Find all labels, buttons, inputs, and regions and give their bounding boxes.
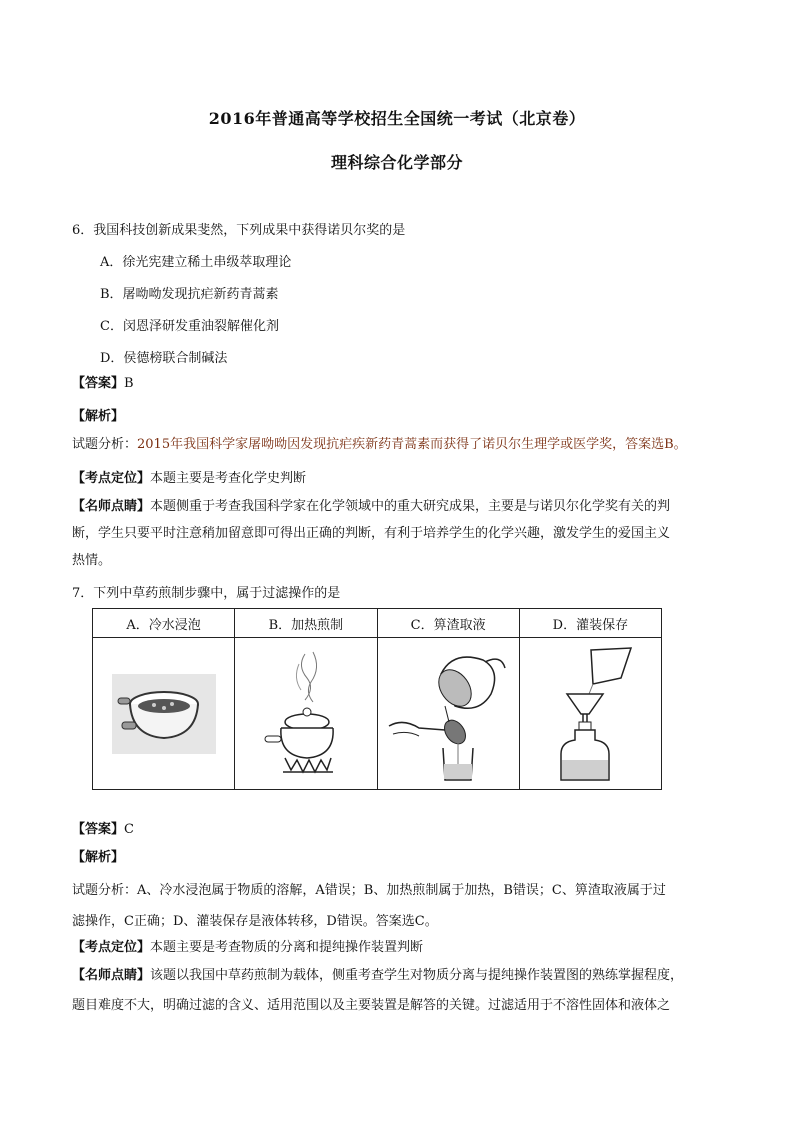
q7-options-table (92, 608, 662, 790)
q7-point-tag: 【考点定位】 (72, 940, 151, 955)
heating-pot-image (261, 644, 351, 784)
q6-option-a: A．徐光宪建立稀土串级萃取理论 (100, 255, 292, 270)
q7-image-c-cell (377, 638, 519, 790)
q7-answer-tag: 【答案】 (72, 822, 125, 837)
q7-analysis-line-2: 滤操作，C正确；D、灌装保存是液体转移，D错误。答案选C。 (72, 914, 438, 929)
q7-point-text: 本题主要是考查物质的分离和提纯操作装置判断 (150, 940, 424, 955)
q7-image-a-cell (93, 638, 235, 790)
q7-header-c: C．箅渣取液 (377, 609, 519, 638)
q7-analysis-tag: 【解析】 (72, 850, 125, 865)
q6-point-tag: 【考点定位】 (72, 471, 151, 486)
q7-answer-value: C (124, 822, 134, 837)
q7-teacher-text-1: 该题以我国中草药煎制为载体，侧重考查学生对物质分离与提纯操作装置图的熟练掌握程度， (150, 968, 684, 983)
exam-title: 2016年普通高等学校招生全国统一考试（北京卷） (208, 109, 586, 128)
q6-analysis-tag: 【解析】 (72, 409, 125, 424)
q6-answer-value: B (124, 376, 134, 391)
q7-header-a: A．冷水浸泡 (93, 609, 235, 638)
q7-header-d: D．灌装保存 (519, 609, 661, 638)
straining-image (383, 644, 513, 784)
bottling-image (535, 644, 645, 784)
q7-point (72, 936, 423, 955)
q6-option-c: C．闵恩泽研发重油裂解催化剂 (100, 319, 279, 334)
q7-teacher-tag: 【名师点睛】 (72, 968, 151, 983)
q7-analysis-line-1: 试题分析：A、冷水浸泡属于物质的溶解，A错误；B、加热煎制属于加热，B错误；C、箅渣取液属于过 (72, 883, 666, 898)
q6-option-b: B．屠呦呦发现抗疟新药青蒿素 (100, 287, 279, 302)
q6-answer-tag: 【答案】 (72, 376, 125, 391)
q7-teacher-line-1 (72, 964, 683, 983)
q6-point (72, 467, 306, 486)
q6-option-d: D．侯德榜联合制碱法 (100, 351, 228, 366)
q6-teacher-text-1: 本题侧重于考查我国科学家在化学领域中的重大研究成果，主要是与诺贝尔化学奖有关的判 (150, 499, 671, 514)
q6-teacher-line-2: 断，学生只要平时注意稍加留意即可得出正确的判断，有利于培养学生的化学兴趣，激发学生的爱国主义 (72, 526, 671, 541)
q6-analysis-text: 2015年我国科学家屠呦呦因发现抗疟疾新药青蒿素而获得了诺贝尔生理学或医学奖，答案选B。 (137, 437, 687, 452)
q7-image-d-cell (519, 638, 661, 790)
q7-image-b-cell (235, 638, 377, 790)
q7-stem: 7．下列中草药煎制步骤中，属于过滤操作的是 (72, 586, 341, 601)
q7-teacher-line-2: 题目难度不大，明确过滤的含义、适用范围以及主要装置是解答的关键。过滤适用于不溶性固体和液体之 (72, 998, 671, 1013)
q6-stem: 6．我国科技创新成果斐然，下列成果中获得诺贝尔奖的是 (72, 223, 406, 238)
q6-answer (72, 372, 134, 391)
q6-point-text: 本题主要是考查化学史判断 (150, 471, 307, 486)
soaking-pot-image (112, 674, 216, 754)
q6-analysis (72, 433, 687, 452)
q6-teacher-tag: 【名师点睛】 (72, 499, 151, 514)
q6-teacher-line-3: 热情。 (72, 553, 112, 568)
q7-header-b: B．加热煎制 (235, 609, 377, 638)
q6-teacher-line-1 (72, 495, 670, 514)
exam-subtitle: 理科综合化学部分 (330, 153, 463, 172)
q7-answer (72, 818, 134, 837)
q6-analysis-prefix: 试题分析： (72, 437, 138, 452)
